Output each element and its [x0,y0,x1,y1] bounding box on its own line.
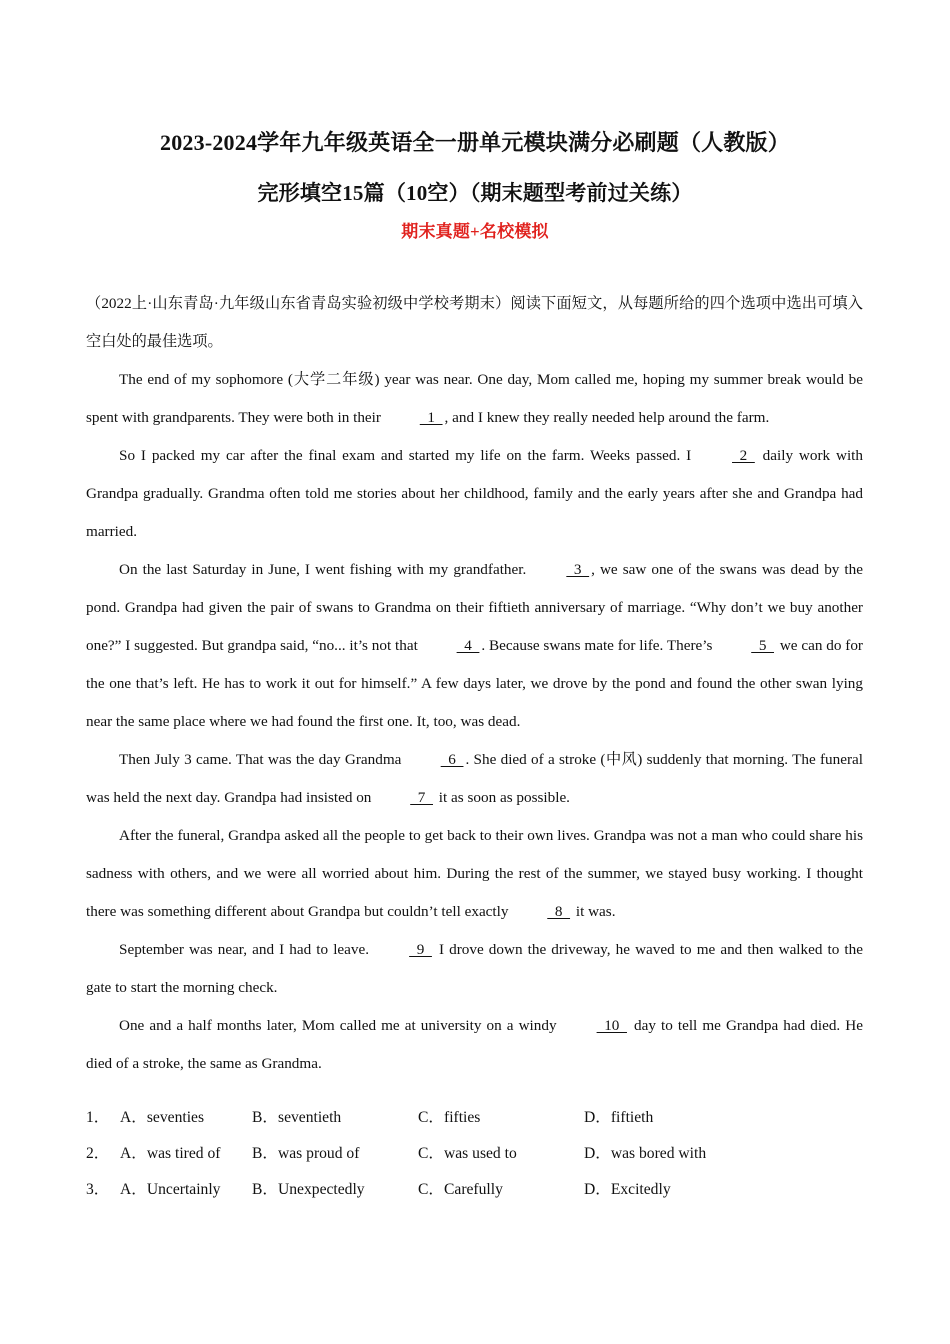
document-title: 2023-2024学年九年级英语全一册单元模块满分必刷题（人教版） [160,130,790,155]
passage-paragraph [86,931,863,1007]
passage-text: The end of my sophomore (大学二年级) year was near. One day, Mom called me, hoping my summer break would be spent with grandparents. They were both in their [86,371,863,426]
passage-text: After the funeral, Grandpa asked all the people to get back to their own lives. Grandpa was not a man who could share his sadness with others, and we were all worried about him. During the rest of the summer, we stayed busy working. I thought there was something different about Grandpa but couldn’t tell exactly [86,827,863,920]
passage-text: Then July 3 came. That was the day Grandma [119,751,406,768]
instructions-and-passage [86,285,863,1083]
cloze-blank: 5 [751,637,774,654]
answer-option: A．Uncertainly [120,1181,221,1198]
question-row [86,1170,863,1206]
passage-text: we can do for the one that’s left. He has to work it out for himself.” A few days later, we drove by the pond and found the other swan lying near the same place where we had found the first one. It, too, was dead. [86,637,863,730]
cloze-blank: 3 [566,561,590,578]
passage-text: One and a half months later, Mom called me at university on a windy [119,1017,562,1034]
answer-option: B．Unexpectedly [252,1181,365,1198]
passage-paragraph [86,437,863,551]
passage-text: . She died of a stroke (中风) suddenly that morning. The funeral was held the next day. Grandpa had insisted on [86,751,863,806]
answer-option: D．fiftieth [584,1109,654,1126]
instructions: （2022上·山东青岛·九年级山东省青岛实验初级中学校考期末）阅读下面短文，从每题所给的四个选项中选出可填入空白处的最佳选项。 [86,295,863,350]
passage-text: September was near, and I had to leave. [119,941,375,958]
passage-paragraph [86,817,863,931]
question-row [86,1134,863,1170]
cloze-blank: 4 [456,637,480,654]
answer-option: B．was proud of [252,1145,360,1162]
passage-paragraph [86,1007,863,1083]
cloze-blank: 6 [440,751,464,768]
passage-text: it was. [572,903,616,920]
question-number: 1． [86,1109,110,1126]
passage-paragraph [86,551,863,741]
answer-option: D．was bored with [584,1145,707,1162]
cloze-blank: 2 [732,447,755,464]
source-tag: 期末真题+名校模拟 [401,222,549,241]
passage-text: On the last Saturday in June, I went fishing with my grandfather. [119,561,532,578]
document-subtitle: 完形填空15篇（10空）（期末题型考前过关练） [257,181,693,205]
question-row [86,1098,863,1134]
cloze-blank: 9 [409,941,432,958]
cloze-blank: 1 [419,409,443,426]
cloze-blank: 7 [410,789,433,806]
question-options [86,1098,863,1206]
answer-option: C．was used to [418,1145,517,1162]
question-number: 3． [86,1181,110,1198]
passage [86,361,863,1083]
passage-text: So I packed my car after the final exam and started my life on the farm. Weeks passed. I [119,447,698,464]
answer-option: A．seventies [120,1109,205,1126]
passage-text: it as soon as possible. [434,789,570,806]
passage-text: I drove down the driveway, he waved to me and then walked to the gate to start the morning check. [86,941,863,996]
passage-text: day to tell me Grandpa had died. He died of a stroke, the same as Grandma. [86,1017,863,1072]
answer-option: B．seventieth [252,1109,342,1126]
answer-option: C．fifties [418,1109,481,1126]
passage-text: . Because swans mate for life. There’s [481,637,717,654]
passage-text: , we saw one of the swans was dead by the pond. Grandpa had given the pair of swans to Grandma on their fiftieth anniversary of marriage. “Why don’t we buy another one?” I suggested. But grandpa said, “no... it’s not that [86,561,863,654]
answer-option: A．was tired of [120,1145,221,1162]
passage-text: daily work with Grandpa gradually. Grandma often told me stories about her childhood, family and the early years after she and Grandpa had married. [86,447,863,540]
answer-option: D．Excitedly [584,1181,671,1198]
cloze-blank: 10 [596,1017,627,1034]
passage-text: , and I knew they really needed help around the farm. [444,409,770,426]
passage-paragraph [86,741,863,817]
answer-option: C．Carefully [418,1181,503,1198]
cloze-blank: 8 [547,903,571,920]
question-number: 2． [86,1145,110,1162]
passage-paragraph [86,361,863,437]
